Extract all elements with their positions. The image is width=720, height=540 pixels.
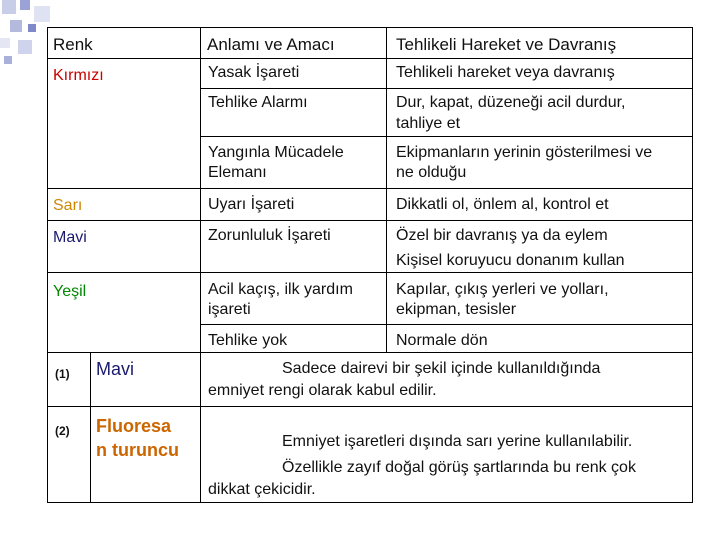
column-divider (90, 352, 91, 503)
action-cell: Tehlikeli hareket veya davranış (396, 64, 615, 81)
note-marker: (1) (55, 367, 70, 381)
note-color-orange: n turuncu (96, 440, 179, 460)
action-cell: Normale dön (396, 332, 488, 349)
row-divider (47, 188, 693, 189)
meaning-cell: Tehlike Alarmı (208, 94, 308, 111)
note-text: Sadece dairevi bir şekil içinde kullanıldığında (282, 360, 601, 377)
row-divider (200, 88, 693, 89)
action-cell: Kişisel koruyucu donanım kullan (396, 252, 625, 269)
row-divider (200, 324, 693, 325)
color-yellow-label: Sarı (53, 197, 83, 214)
header-renk: Renk (53, 35, 93, 54)
meaning-cell: Yasak İşareti (208, 64, 300, 81)
note-text: emniyet rengi olarak kabul edilir. (208, 382, 437, 399)
column-divider (200, 27, 201, 503)
row-divider (47, 220, 693, 221)
meaning-cell: Tehlike yok (208, 332, 288, 349)
color-blue-label: Mavi (53, 229, 87, 246)
meaning-cell: işareti (208, 301, 251, 318)
action-cell: Dikkatli ol, önlem al, kontrol et (396, 196, 609, 213)
note-text: dikkat çekicidir. (208, 481, 316, 498)
meaning-cell: Uyarı İşareti (208, 196, 295, 213)
header-anlami: Anlamı ve Amacı (207, 35, 335, 54)
action-cell: Dur, kapat, düzeneği acil durdur, (396, 94, 626, 111)
action-cell: Kapılar, çıkış yerleri ve yolları, (396, 281, 609, 298)
action-cell: ne olduğu (396, 164, 467, 181)
row-divider (47, 272, 693, 273)
note-text: Emniyet işaretleri dışında sarı yerine kullanılabilir. (282, 433, 633, 450)
meaning-cell: Acil kaçış, ilk yardım (208, 281, 353, 298)
meaning-cell: Zorunluluk İşareti (208, 227, 331, 244)
note-color-orange: Fluoresa (96, 416, 172, 436)
column-divider (386, 27, 387, 352)
meaning-cell: Yangınla Mücadele (208, 144, 344, 161)
header-davranis: Tehlikeli Hareket ve Davranış (396, 35, 617, 54)
action-cell: tahliye et (396, 115, 461, 132)
note-marker: (2) (55, 424, 70, 438)
action-cell: Ekipmanların yerinin gösterilmesi ve (396, 144, 653, 161)
color-green-label: Yeşil (53, 283, 87, 300)
action-cell: Özel bir davranış ya da eylem (396, 227, 608, 244)
row-divider (47, 58, 693, 59)
meaning-cell: Elemanı (208, 164, 267, 181)
row-divider (47, 406, 693, 407)
color-red-label: Kırmızı (53, 67, 104, 84)
row-divider (200, 136, 693, 137)
action-cell: ekipman, tesisler (396, 301, 517, 318)
row-divider (47, 352, 693, 353)
note-color-blue: Mavi (96, 359, 135, 379)
note-text: Özellikle zayıf doğal görüş şartlarında bu renk çok (282, 459, 636, 476)
